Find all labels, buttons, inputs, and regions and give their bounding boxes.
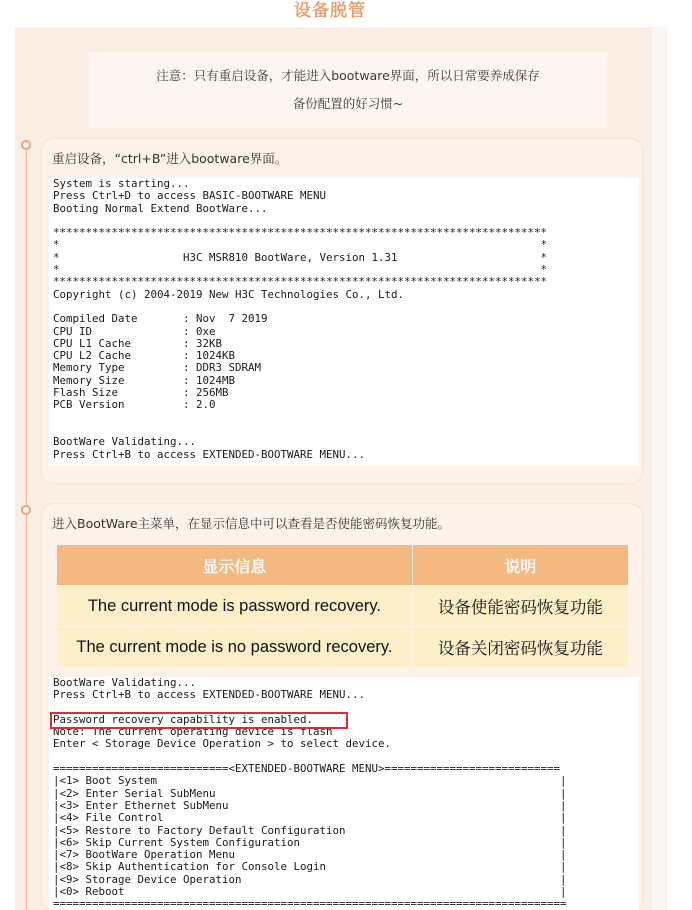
terminal-line: Copyright (c) 2004-2019 New H3C Technologies Co., Ltd. — [53, 287, 405, 301]
right-margin-strip — [652, 27, 668, 910]
terminal-line: Press Ctrl+D to access BASIC-BOOTWARE MENU — [53, 189, 327, 203]
table-row — [57, 586, 629, 627]
terminal-line: BootWare Validating... — [53, 677, 197, 689]
table-row — [57, 627, 629, 668]
terminal-line: * * — [53, 263, 548, 277]
terminal-line — [53, 412, 639, 424]
terminal-line: * * — [53, 238, 548, 252]
table-cell-description: 设备使能密码恢复功能 — [412, 586, 628, 627]
timeline-dot-step2 — [21, 505, 31, 515]
terminal-line: |<0> Reboot | — [53, 885, 567, 899]
terminal-line: PCB Version : 2.0 — [53, 398, 216, 412]
terminal-line: Press Ctrl+B to access EXTENDED-BOOTWARE MENU... — [53, 688, 366, 702]
terminal-line: |<7> BootWare Operation Menu | — [53, 848, 567, 862]
terminal-line: Compiled Date : Nov 7 2019 — [53, 312, 268, 326]
terminal-line: Flash Size : 256MB — [53, 386, 229, 400]
step2-title: 进入BootWare主菜单，在显示信息中可以查看是否使能密码恢复功能。 — [52, 516, 451, 531]
terminal-line: |<6> Skip Current System Configuration | — [53, 835, 567, 849]
terminal-line: CPU L2 Cache : 1024KB — [53, 349, 236, 363]
terminal-line: System is starting... — [53, 178, 190, 190]
terminal-line: Memory Type : DDR3 SDRAM — [53, 361, 262, 375]
page-title: 设备脱管 — [294, 1, 366, 21]
terminal-line: Memory Size : 1024MB — [53, 373, 236, 387]
note-line-2: 备份配置的好习惯~ — [292, 96, 404, 111]
terminal-line: |<3> Enter Ethernet SubMenu | — [53, 798, 567, 812]
terminal-line: |<8> Skip Authentication for Console Login | — [53, 860, 567, 874]
table-header-row — [57, 545, 629, 586]
table-cell-display-info: The current mode is no password recovery. — [57, 627, 413, 668]
terminal-line: * H3C MSR810 BootWare, Version 1.31 * — [53, 250, 548, 264]
table-header-description: 说明 — [412, 545, 628, 586]
terminal-line: Press Ctrl+B to access EXTENDED-BOOTWARE MENU... — [53, 447, 366, 461]
timeline-dot-step1 — [21, 140, 31, 150]
terminal-line: **************************************************************************** — [53, 275, 548, 289]
table-cell-description: 设备关闭密码恢复功能 — [412, 627, 628, 668]
terminal-line: Password recovery capability is enabled. — [53, 712, 314, 726]
table-cell-display-info: The current mode is password recovery. — [57, 586, 413, 627]
terminal-line: Note: The current operating device is flash — [53, 725, 333, 739]
terminal-line: |<1> Boot System | — [53, 774, 567, 788]
terminal-line: CPU ID : 0xe — [53, 324, 216, 338]
terminal-line: |<4> File Control | — [53, 811, 567, 825]
terminal-line: CPU L1 Cache : 32KB — [53, 336, 223, 350]
recovery-mode-table — [56, 544, 629, 668]
terminal-line: |<9> Storage Device Operation | — [53, 872, 567, 886]
terminal-line: Booting Normal Extend BootWare... — [53, 201, 268, 215]
table-header-display-info: 显示信息 — [57, 545, 413, 586]
terminal-line: |<2> Enter Serial SubMenu | — [53, 786, 567, 800]
note-line-1: 注意：只有重启设备，才能进入bootware界面，所以日常要养成保存 — [156, 68, 540, 83]
step1-title: 重启设备，“ctrl+B”进入bootware界面。 — [52, 151, 288, 166]
terminal-line: |<5> Restore to Factory Default Configuration | — [53, 823, 567, 837]
terminal-line: BootWare Validating... — [53, 435, 197, 449]
terminal-line: ===========================<EXTENDED-BOOTWARE MENU>=========================== — [53, 762, 561, 776]
step1-terminal-output — [49, 178, 639, 466]
note-box — [89, 52, 607, 128]
terminal-line: Enter < Storage Device Operation > to select device. — [53, 737, 392, 751]
terminal-line: =============================================================================== — [53, 897, 567, 910]
terminal-line: **************************************************************************** — [53, 226, 548, 240]
password-recovery-highlight — [50, 712, 348, 729]
timeline-line — [26, 145, 27, 910]
